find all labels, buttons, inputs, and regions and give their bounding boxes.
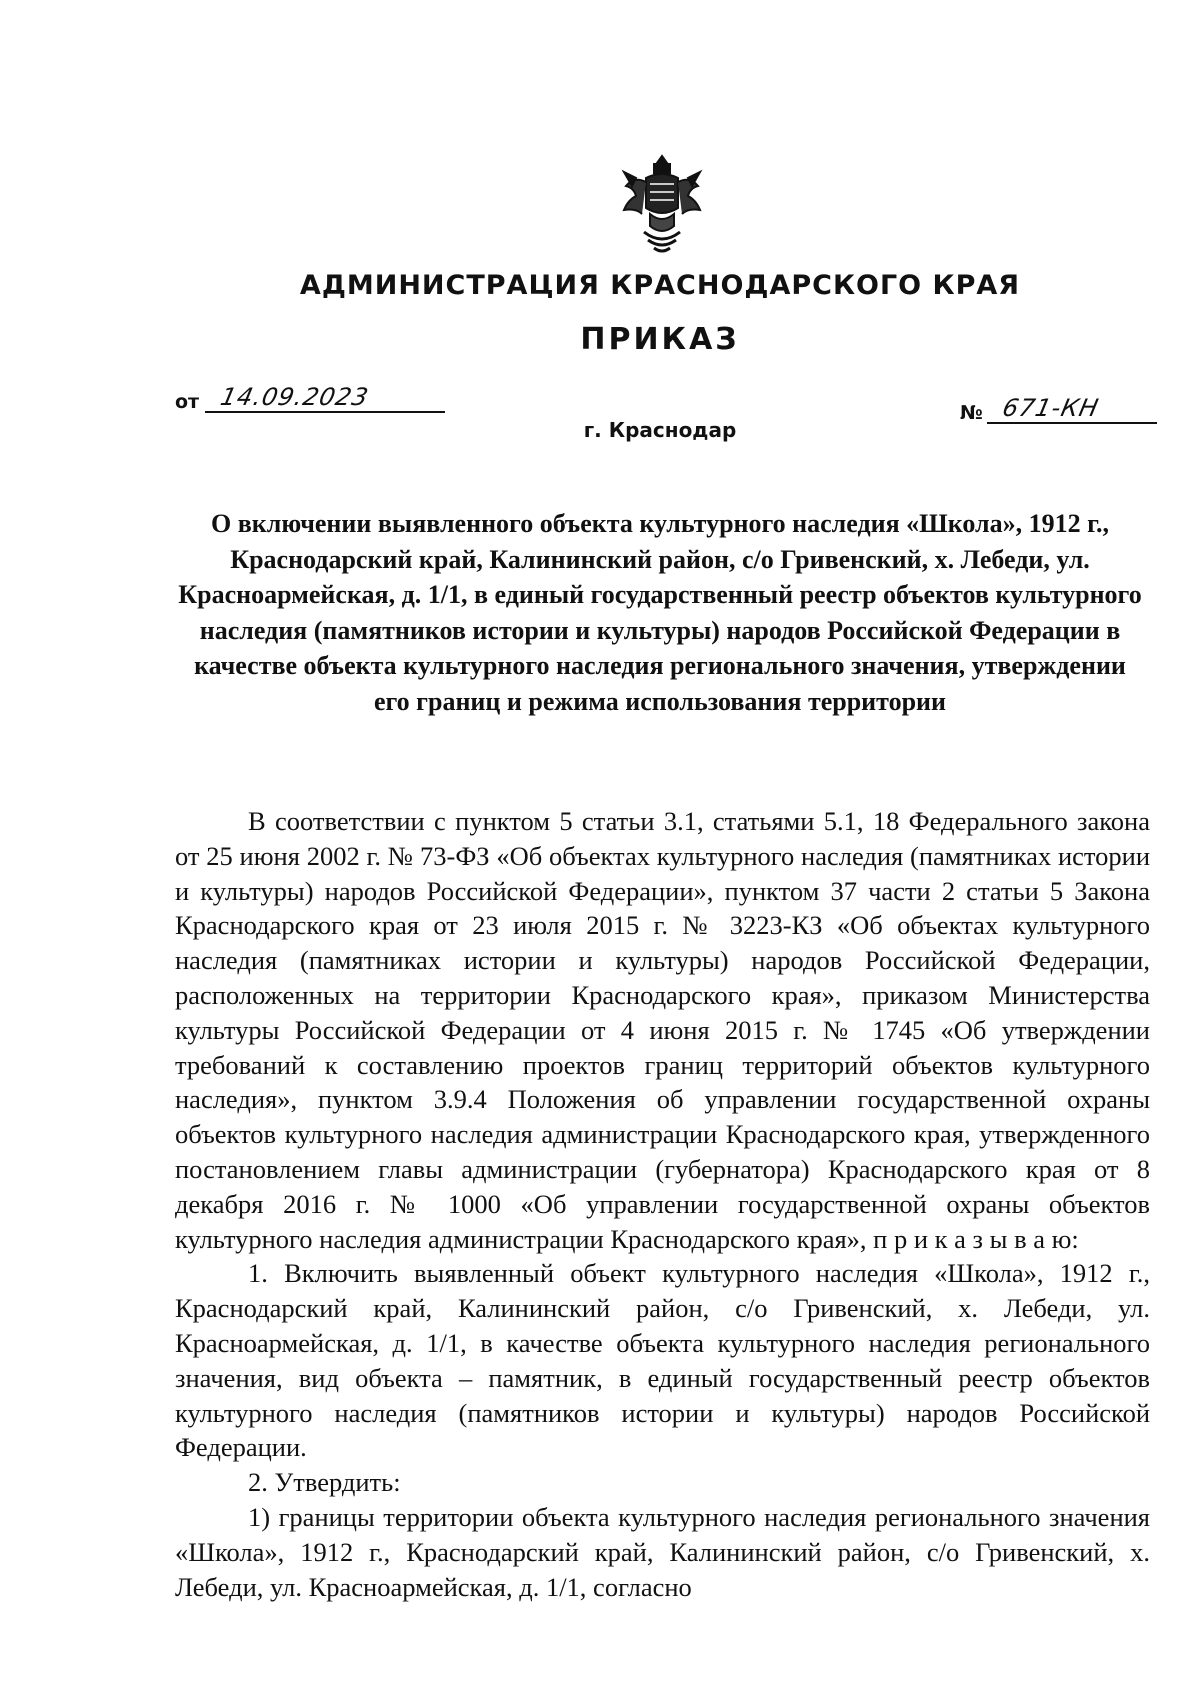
paragraph-item-2: 2. Утвердить:	[248, 1467, 401, 1498]
number-prefix: №	[960, 402, 983, 424]
paragraph-preamble: В соответствии с пунктом 5 статьи 3.1, статьями 5.1, 18 Федерального закона от 25 июня 2002 г. № 73-ФЗ «Об объектах культурного наследия (памятниках истории и культуры) народов Российской Федерации», пунктом 37 части 2 статьи 5 Закона Краснодарского края от 23 июля 2015 г. № 3223-КЗ «Об объектах культурного наследия (памятниках истории и культуры) народов Российской Федерации, расположенных на территории Краснодарского края», приказом Министерства культуры Российской Федерации от 4 июня 2015 г. № 1745 «Об утверждении требований к составлению проектов границ территорий объектов культурного наследия», пунктом 3.9.4 Положения об управлении государственной охраны объектов культурного наследия администрации Краснодарского края, утвержденного постановлением главы администрации (губернатора) Краснодарского края от 8 декабря 2016 г. № 1000 «Об управлении государственной охраны объектов культурного наследия администрации Краснодарского края», п р и к а з ы в а ю:	[175, 806, 1150, 1254]
city-name: г. Краснодар	[583, 418, 737, 442]
document-body	[175, 804, 1150, 1604]
document-title: О включении выявленного объекта культурного наследия «Школа», 1912 г., Краснодарский край, Калининский район, с/о Гривенский, х. Лебеди, ул. Красноармейская, д. 1/1, в единый государственный реестр объектов культурного наследия (памятников истории и культуры) народов Российской Федерации в качестве объекта культурного наследия регионального значения, утверждении его границ и режима использования территории	[178, 509, 1142, 716]
date-underline	[205, 385, 445, 413]
handwritten-number: 671-КН	[999, 394, 1102, 422]
document-type: ПРИКАЗ	[580, 322, 740, 357]
organization-name: АДМИНИСТРАЦИЯ КРАСНОДАРСКОГО КРАЯ	[299, 270, 1021, 301]
coat-of-arms-emblem	[620, 152, 704, 260]
handwritten-date: 14.09.2023	[218, 383, 372, 411]
date-prefix: от	[175, 391, 200, 413]
paragraph-subitem-1: 1) границы территории объекта культурного наследия регионального значения «Школа», 1912 г., Краснодарский край, Калининский район, с/о Гривенский, х. Лебеди, ул. Красноармейская, д. 1/1, согласно	[175, 1501, 1150, 1602]
date-field	[175, 385, 445, 413]
paragraph-item-1: 1. Включить выявленный объект культурного наследия «Школа», 1912 г., Краснодарский край, Калининский район, с/о Гривенский, х. Лебеди, ул. Красноармейская, д. 1/1, в качестве объекта культурного наследия регионального значения, вид объекта – памятник, в единый государственный реестр объектов культурного наследия (памятников истории и культуры) народов Российской Федерации.	[175, 1258, 1150, 1463]
